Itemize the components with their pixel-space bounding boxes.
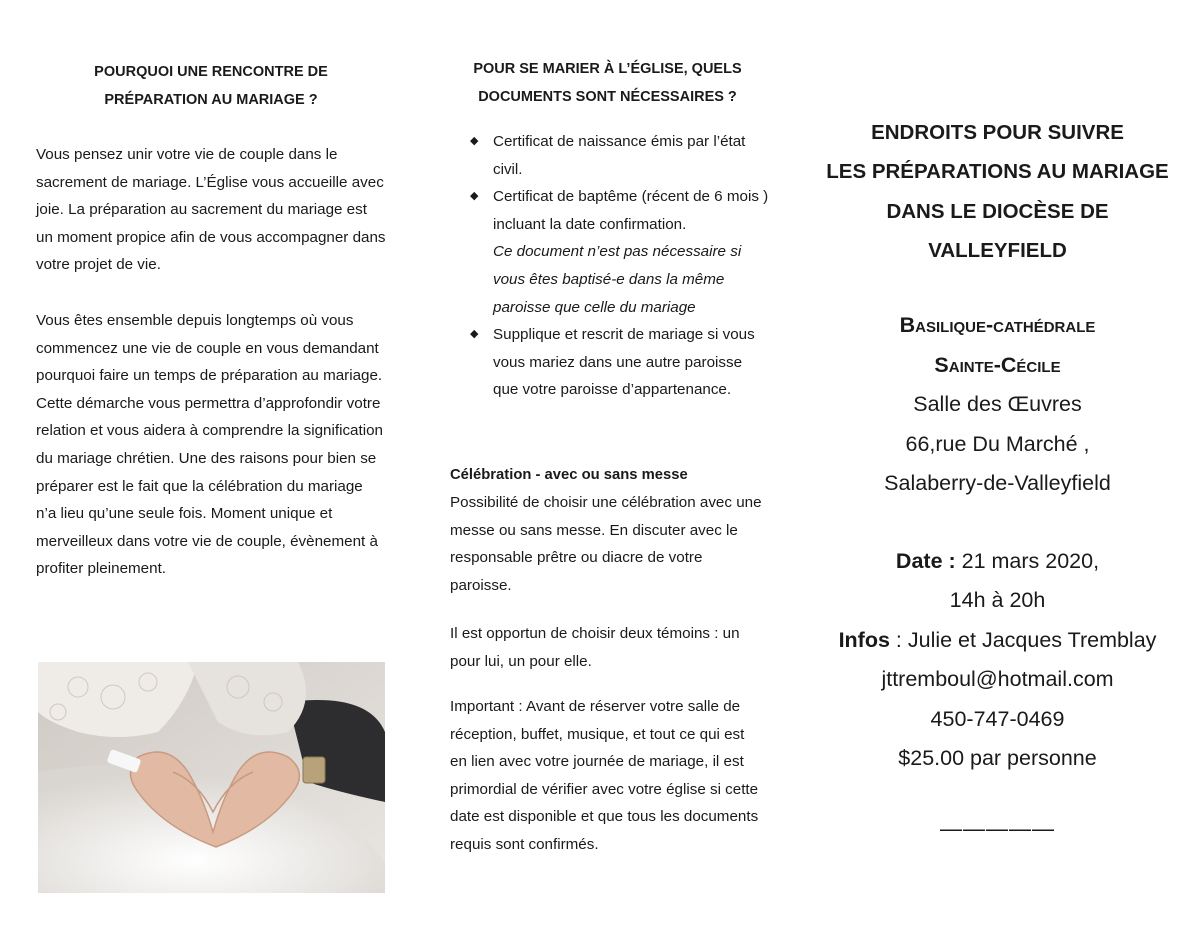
heading-line: DOCUMENTS SONT NÉCESSAIRES ?: [478, 89, 737, 105]
infos-value: : Julie et Jacques Tremblay: [889, 627, 1157, 652]
list-item: [470, 128, 770, 183]
title-line: DANS LE DIOCÈSE DE: [886, 199, 1109, 223]
venue-name: Sainte-Cécile: [934, 352, 1061, 377]
list-item-text: Certificat de naissance émis par l’état civil.: [493, 133, 746, 178]
date-value: 21 mars 2020,: [955, 549, 1100, 573]
venue-city: Salaberry-de-Valleyfield: [884, 471, 1111, 496]
contact-phone: 450-747-0469: [930, 706, 1065, 731]
title-line: ENDROITS POUR SUIVRE: [871, 121, 1124, 144]
diamond-bullet-icon: ◆: [470, 135, 479, 147]
event-details: [815, 542, 1180, 778]
date-label: Date :: [895, 549, 956, 573]
event-time: 14h à 20h: [949, 588, 1046, 613]
important-paragraph: Important : Avant de réserver votre salle de réception, buffet, musique, et tout ce qui est en lien avec votre journée de mariage, il est primordial de vérifier avec votre église si cette date est disponible et que tous les documents requis sont confirmés.: [450, 698, 759, 853]
title-line: LES PRÉPARATIONS AU MARIAGE: [826, 160, 1169, 184]
section-heading-why: [36, 58, 386, 114]
diamond-bullet-icon: ◆: [470, 190, 479, 203]
event-date: [815, 542, 1180, 581]
wedding-hands-photo: [38, 662, 385, 893]
diamond-bullet-icon: ◆: [470, 328, 479, 341]
venue-room: Salle des Œuvres: [913, 392, 1082, 417]
witnesses-paragraph: Il est opportun de choisir deux témoins : un pour lui, un pour elle.: [450, 625, 740, 670]
venue-name: Basilique-cathédrale: [899, 313, 1096, 337]
price: $25.00 par personne: [898, 746, 1097, 771]
venue-block: [815, 306, 1180, 504]
heading-line: PRÉPARATION AU MARIAGE ?: [104, 92, 318, 108]
contact-email: jttremboul@hotmail.com: [881, 667, 1114, 692]
page-title: [815, 113, 1180, 271]
list-item-note: Ce document n’est pas nécessaire si vous êtes baptisé-e dans la même paroisse que celle du mariage: [493, 243, 742, 316]
section-heading-documents: [450, 55, 765, 111]
intro-paragraph: Vous pensez unir votre vie de couple dans le sacrement de mariage. L’Église vous accueille avec joie. La préparation au sacrement du mariage est un moment propice afin de vous accompagner dans votre projet de vie.: [36, 146, 386, 274]
heading-line: POURQUOI UNE RENCONTRE DE: [94, 64, 328, 80]
divider-dashes: —————: [940, 816, 1055, 841]
reasons-paragraph: Vous êtes ensemble depuis longtemps où vous commencez une vie de couple en vous demandant pourquoi faire un temps de préparation au mariage. Cette démarche vous permettra d’approfondir votre relation et vous aidera à comprendre la signification du mariage chrétien. Une des raisons pour bien se préparer est le fait que la célébration du mariage n’a lieu qu’une seule fois. Moment unique et merveilleux dans votre vie de couple, évènement à profiter pleinement.: [36, 312, 383, 578]
list-item: [470, 321, 770, 404]
list-item-text: Supplique et rescrit de mariage si vous vous mariez dans une autre paroisse que votre paroisse d’appartenance.: [493, 326, 755, 399]
celebration-paragraph: Possibilité de choisir une célébration avec une messe ou sans messe. En discuter avec le responsable prêtre ou diacre de votre paroisse.: [450, 494, 762, 594]
title-line: VALLEYFIELD: [928, 239, 1067, 263]
celebration-title: Célébration - avec ou sans messe: [450, 467, 688, 483]
list-item: [470, 183, 770, 321]
required-documents-list: [470, 128, 770, 404]
infos-label: Infos: [838, 627, 890, 652]
venue-address: 66,rue Du Marché ,: [905, 431, 1090, 456]
heading-line: POUR SE MARIER À L’ÉGLISE, QUELS: [473, 61, 742, 77]
event-infos: [815, 621, 1180, 660]
list-item-text: Certificat de baptême (récent de 6 mois ) incluant la date confirmation.: [493, 188, 769, 233]
